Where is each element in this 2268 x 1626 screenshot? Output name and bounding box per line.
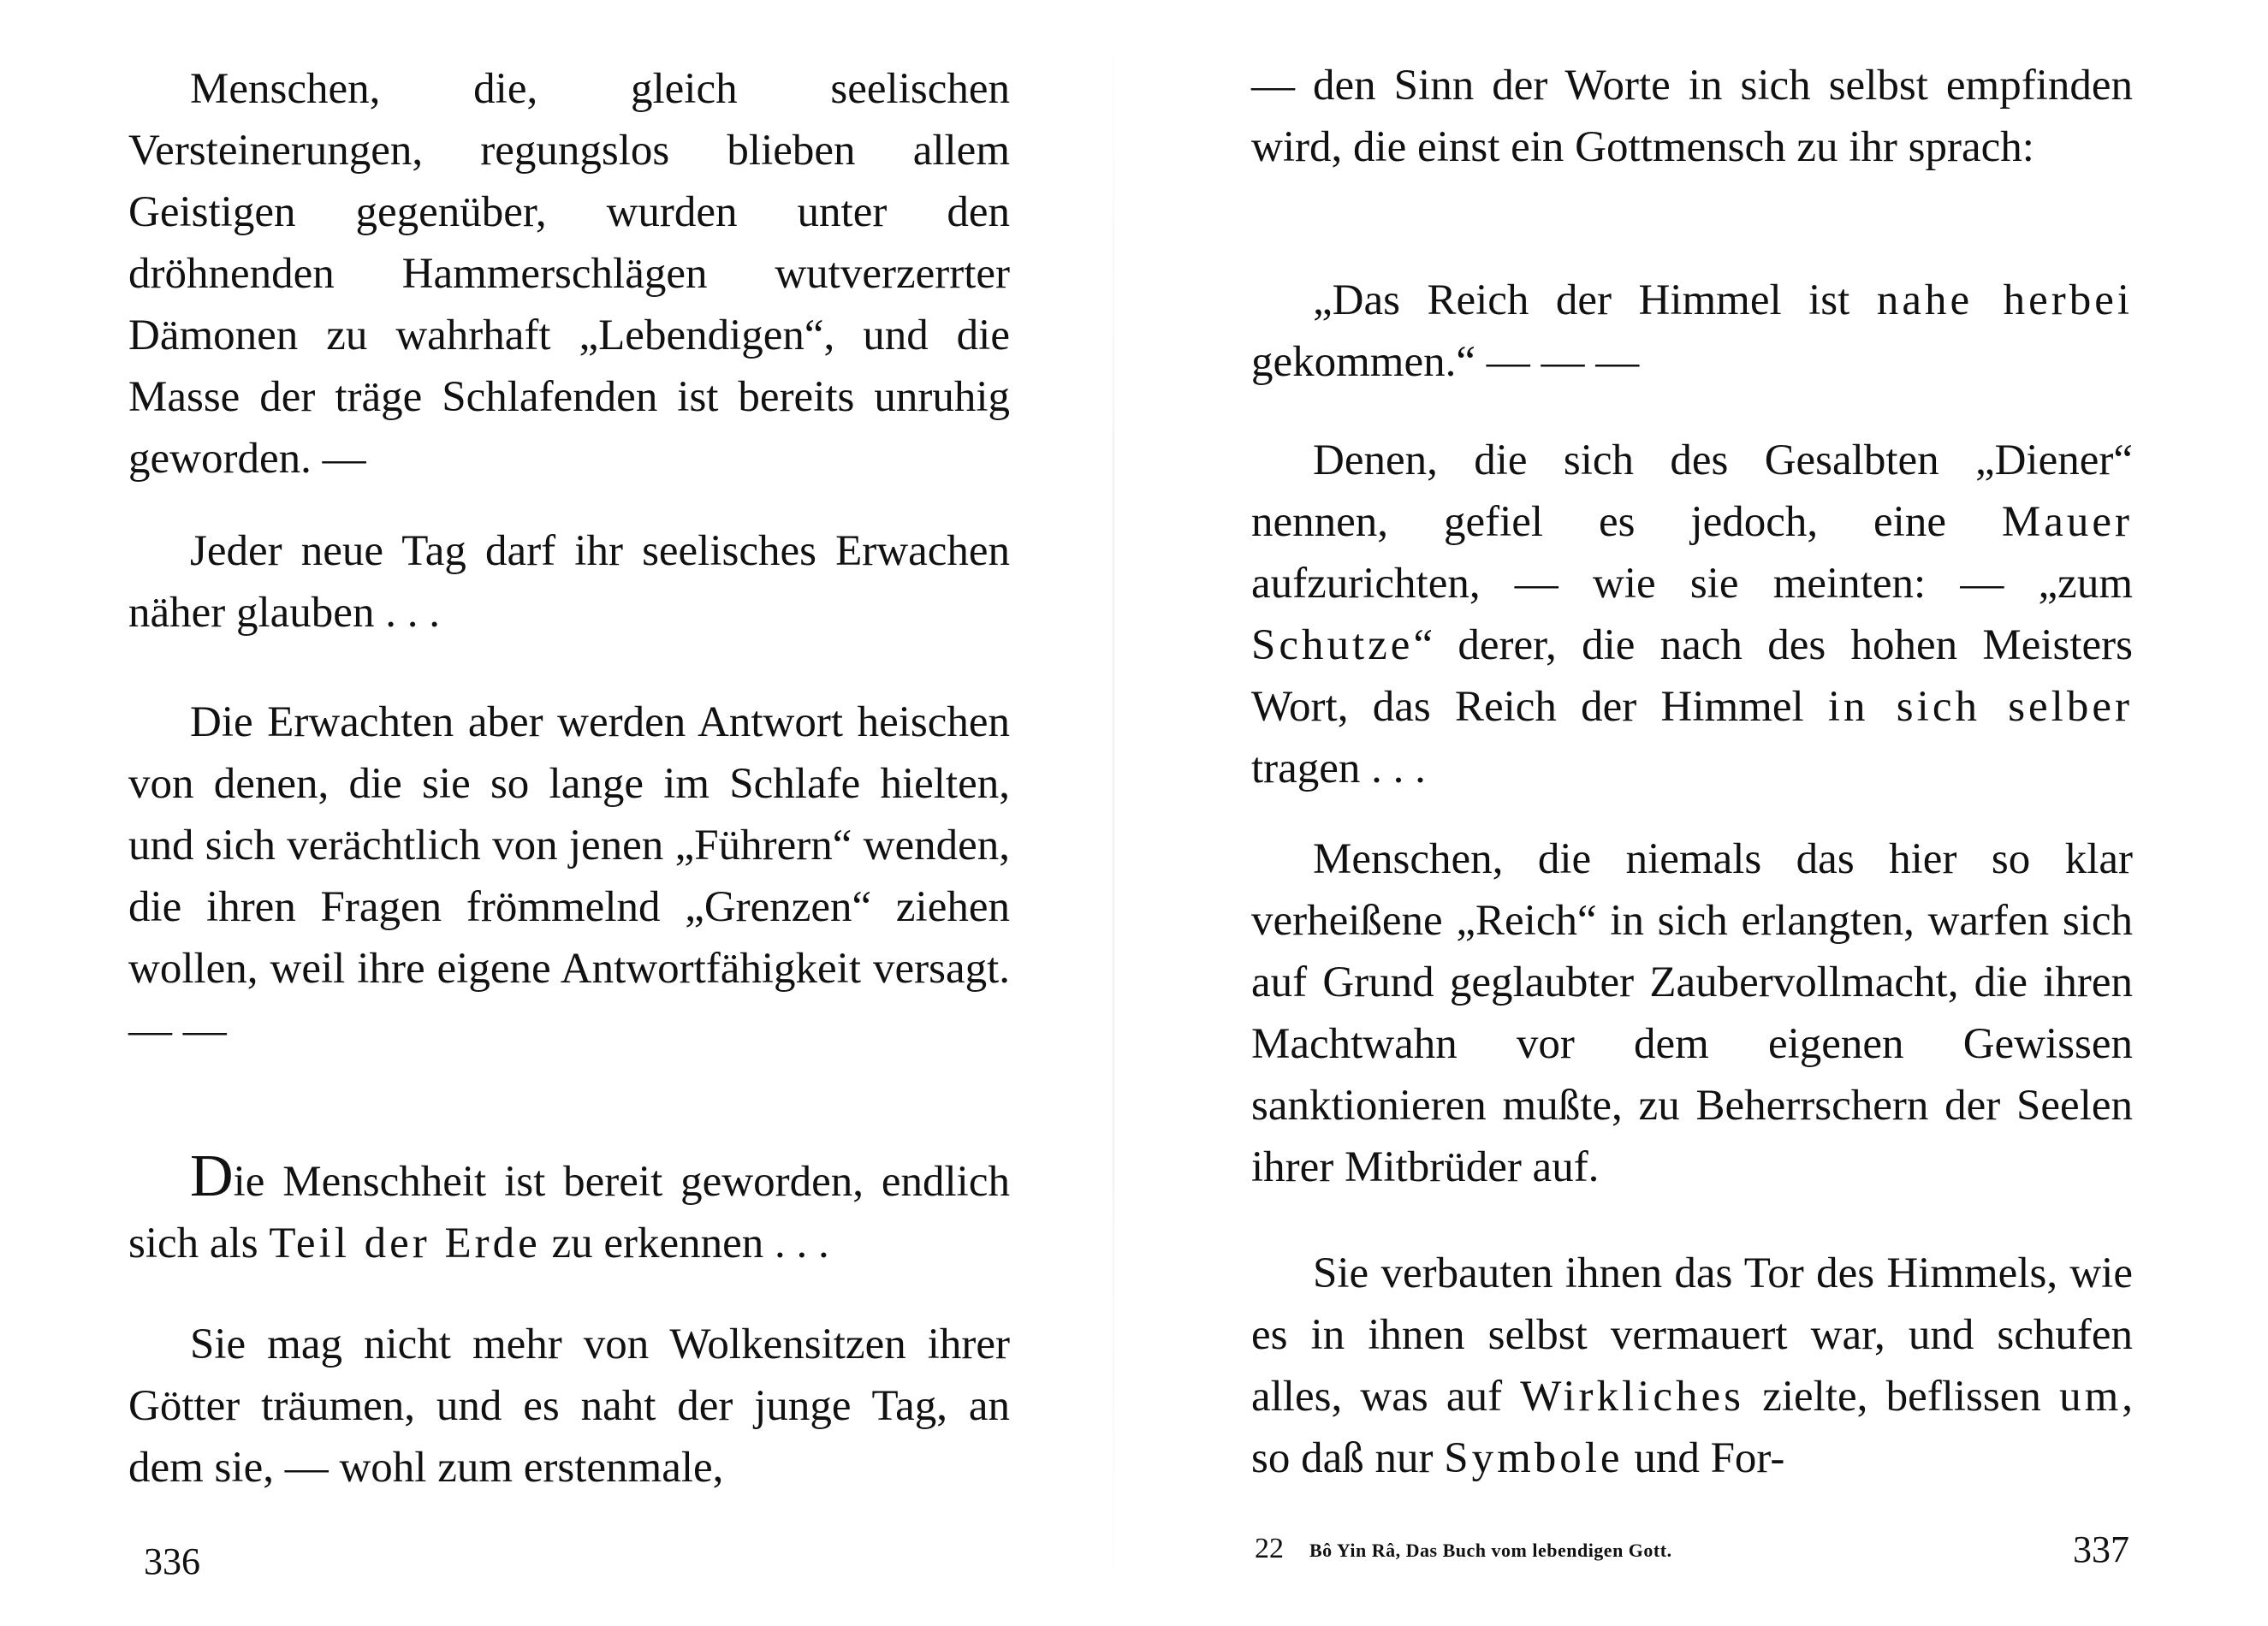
signature-mark-title: Bô Yin Râ, Das Buch vom lebendigen Gott. [1309,1540,1672,1561]
p3-spaced-mauer: Mauer [2001,498,2133,546]
p3-text-c: “ derer, die nach des hohen Meisters Wort, das Reich der Himmel [1251,621,2133,731]
left-paragraph-1: Menschen, die, gleich seelischen Versteinerungen, regungslos blieben allem Geistigen gegenüber, wurden unter den dröhnenden Hammerschlägen wutverzerrter Dämonen zu wahrhaft „Lebendigen“, und die Masse der träge Schlafenden ist bereits unruhig geworden. — [128,65,1010,483]
right-paragraph-1: — den Sinn der Worte in sich selbst empfinden wird, die einst ein Gottmensch zu ihr sprach: [1251,62,2133,171]
p3-text-b: aufzurichten, — wie sie meinten: — „zum [1251,560,2133,608]
section-opening-text: ie Menschheit ist bereit geworden, endlich sich als [128,1158,1010,1267]
p5-spaced-wirkliches: Wirkliches [1520,1373,1744,1421]
p3-text-d: tragen . . . [1251,745,1426,792]
right-paragraph-3 [1251,430,2133,799]
right-paragraph-4: Menschen, die niemals das hier so klar verheißene „Reich“ in sich erlangten, warfen sich auf Grund geglaubter Zaubervollmacht, die ihren Machtwahn vor dem eigenen Gewissen sanktionieren mußte, zu Beherrschern der Seelen ihrer Mitbrüder auf. [1251,835,2133,1191]
left-paragraph-3: Die Erwachten aber werden Antwort heischen von denen, die sie so lange im Schlafe hielten, und sich verächtlich von jenen „Führern“ wenden, die ihren Fragen frömmelnd „Grenzen“ ziehen wollen, weil ihre eigene Antwortfähigkeit versagt. — — [128,698,1010,1054]
book-gutter [1113,0,1114,1626]
section-spaced-phrase: Teil der Erde [269,1220,541,1267]
section-opening-end: zu erkennen . . . [540,1220,829,1267]
page-number-right: 337 [2073,1528,2129,1570]
p3-spaced-schutze: Schutze [1251,621,1414,669]
page-number-left: 336 [144,1540,200,1582]
p5-spaced-symbole: Symbole [1444,1434,1624,1482]
p3-spaced-in-sich-selber: in sich selber [1827,683,2133,731]
left-paragraph-5: Sie mag nicht mehr von Wolkensitzen ihrer Götter träumen, und es naht der junge Tag, an dem sie, — wohl zum erstenmale, [128,1320,1010,1492]
p5-text-b: zielte, beflissen [1743,1373,2060,1421]
p3-text-a: Denen, die sich des Gesalbten „Diener“ nennen, gefiel es jedoch, eine [1251,436,2133,546]
p5-text-d: und For- [1623,1434,1785,1482]
right-paragraph-5 [1251,1243,2133,1489]
quote-text-start: „Das Reich der Himmel ist [1313,276,1877,324]
left-page [128,0,1010,1626]
signature-mark-number: 22 [1255,1533,1284,1564]
left-paragraph-2: Jeder neue Tag darf ihr seelisches Erwachen näher glauben . . . [128,527,1010,637]
drop-cap: D [190,1143,234,1209]
scripture-quote [1251,270,2133,393]
section-opening [128,1143,1010,1274]
quote-spaced-phrase: nahe herbei [1876,276,2133,324]
p5-text-a: Sie verbauten ihnen das Tor des Himmels, wie es in ihnen selbst vermauert war, und schufen alles, was auf [1251,1249,2133,1421]
quote-text-end: gekommen.“ — — — [1251,338,1640,386]
right-page [1251,0,2133,1626]
p5-text-c: , so daß nur [1251,1373,2133,1482]
p5-spaced-um: um [2059,1373,2123,1421]
